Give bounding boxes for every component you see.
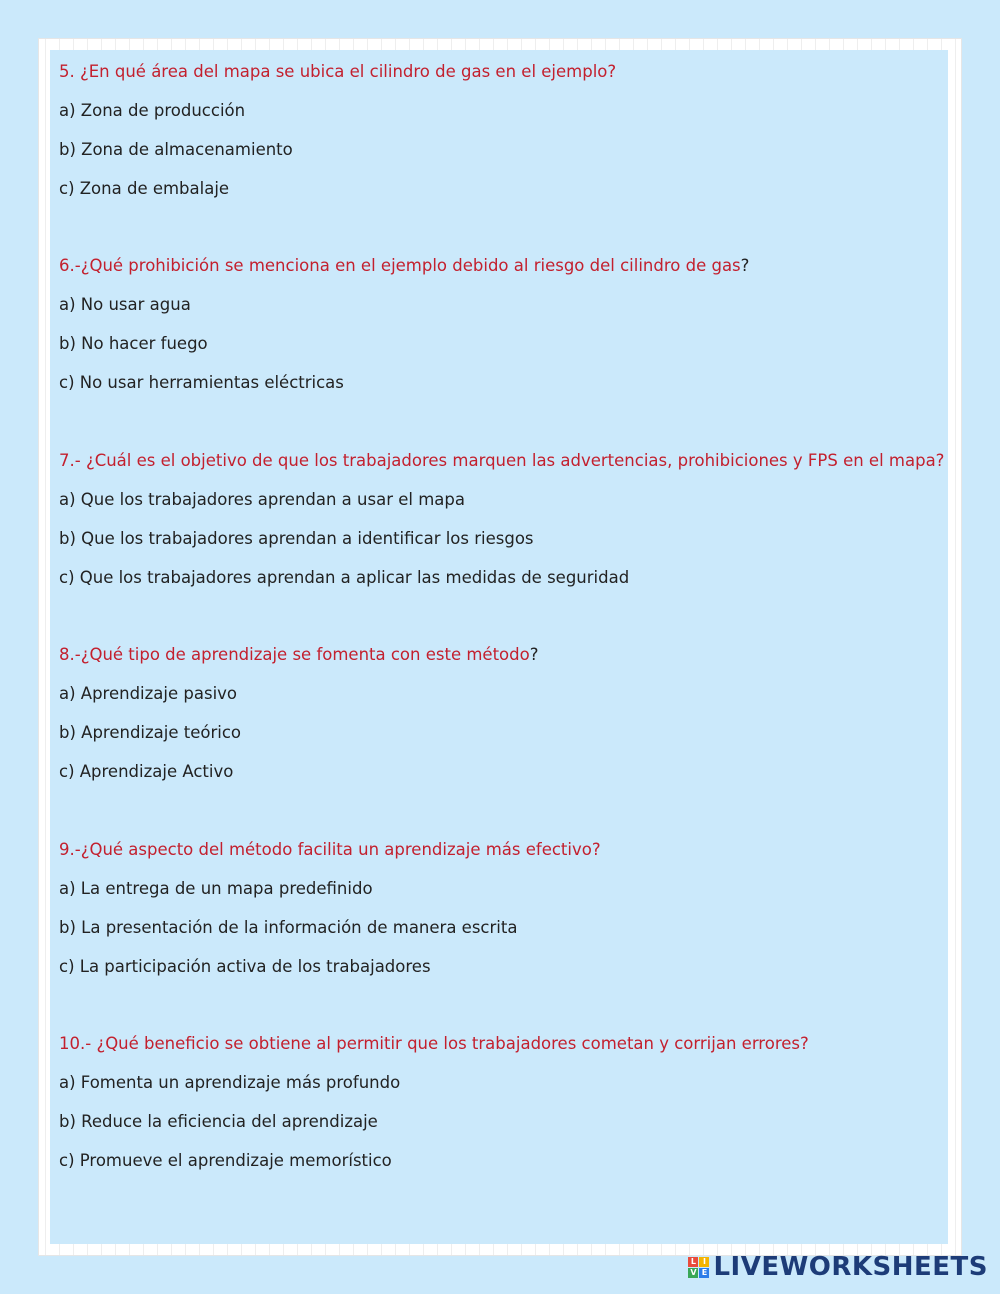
answer-option[interactable]: b) No hacer fuego: [59, 334, 208, 353]
logo-icon: [688, 1257, 709, 1278]
logo-text: LIVEWORKSHEETS: [713, 1252, 988, 1282]
question-text: 9.-¿Qué aspecto del método facilita un aprendizaje más efectivo?: [59, 840, 601, 859]
logo-letter: V: [690, 1268, 697, 1277]
answer-option[interactable]: a) No usar agua: [59, 295, 191, 314]
answer-option[interactable]: b) La presentación de la información de manera escrita: [59, 918, 518, 937]
answer-option[interactable]: a) La entrega de un mapa predefinido: [59, 879, 373, 898]
answer-option[interactable]: a) Que los trabajadores aprendan a usar el mapa: [59, 490, 465, 509]
question-block-5: [59, 62, 616, 199]
answer-option[interactable]: a) Zona de producción: [59, 101, 246, 120]
question-text: 8.-¿Qué tipo de aprendizaje se fomenta con este método?: [59, 645, 539, 664]
answer-option[interactable]: c) No usar herramientas eléctricas: [59, 373, 344, 392]
answer-option[interactable]: a) Fomenta un aprendizaje más profundo: [59, 1073, 401, 1092]
answer-option[interactable]: b) Zona de almacenamiento: [59, 140, 293, 159]
answer-option[interactable]: c) Que los trabajadores aprendan a aplicar las medidas de seguridad: [59, 568, 630, 587]
answer-option[interactable]: b) Reduce la eficiencia del aprendizaje: [59, 1112, 378, 1131]
worksheet-page: [50, 50, 948, 1244]
answer-option[interactable]: b) Que los trabajadores aprendan a identificar los riesgos: [59, 529, 534, 548]
liveworksheets-logo[interactable]: [688, 1252, 988, 1282]
answer-option[interactable]: c) Aprendizaje Activo: [59, 762, 234, 781]
logo-letter: E: [699, 1268, 709, 1278]
question-text: 10.- ¿Qué beneficio se obtiene al permitir que los trabajadores cometan y corrijan errores?: [59, 1034, 809, 1053]
logo-letter: L: [688, 1257, 698, 1267]
question-block-10: [59, 1034, 809, 1171]
question-text: 7.- ¿Cuál es el objetivo de que los trabajadores marquen las advertencias, prohibiciones y FPS en el mapa?: [59, 451, 945, 470]
answer-option[interactable]: c) Zona de embalaje: [59, 179, 230, 198]
question-block-6: [59, 256, 749, 393]
question-text: 5. ¿En qué área del mapa se ubica el cilindro de gas en el ejemplo?: [59, 62, 617, 81]
question-block-9: [59, 840, 601, 977]
logo-letter: I: [699, 1257, 709, 1267]
answer-option[interactable]: c) La participación activa de los trabajadores: [59, 957, 431, 976]
answer-option[interactable]: a) Aprendizaje pasivo: [59, 684, 238, 703]
question-block-7: [59, 451, 944, 588]
question-text: 6.-¿Qué prohibición se menciona en el ejemplo debido al riesgo del cilindro de gas?: [59, 256, 750, 275]
answer-option[interactable]: c) Promueve el aprendizaje memorístico: [59, 1151, 392, 1170]
question-block-8: [59, 645, 538, 782]
answer-option[interactable]: b) Aprendizaje teórico: [59, 723, 242, 742]
